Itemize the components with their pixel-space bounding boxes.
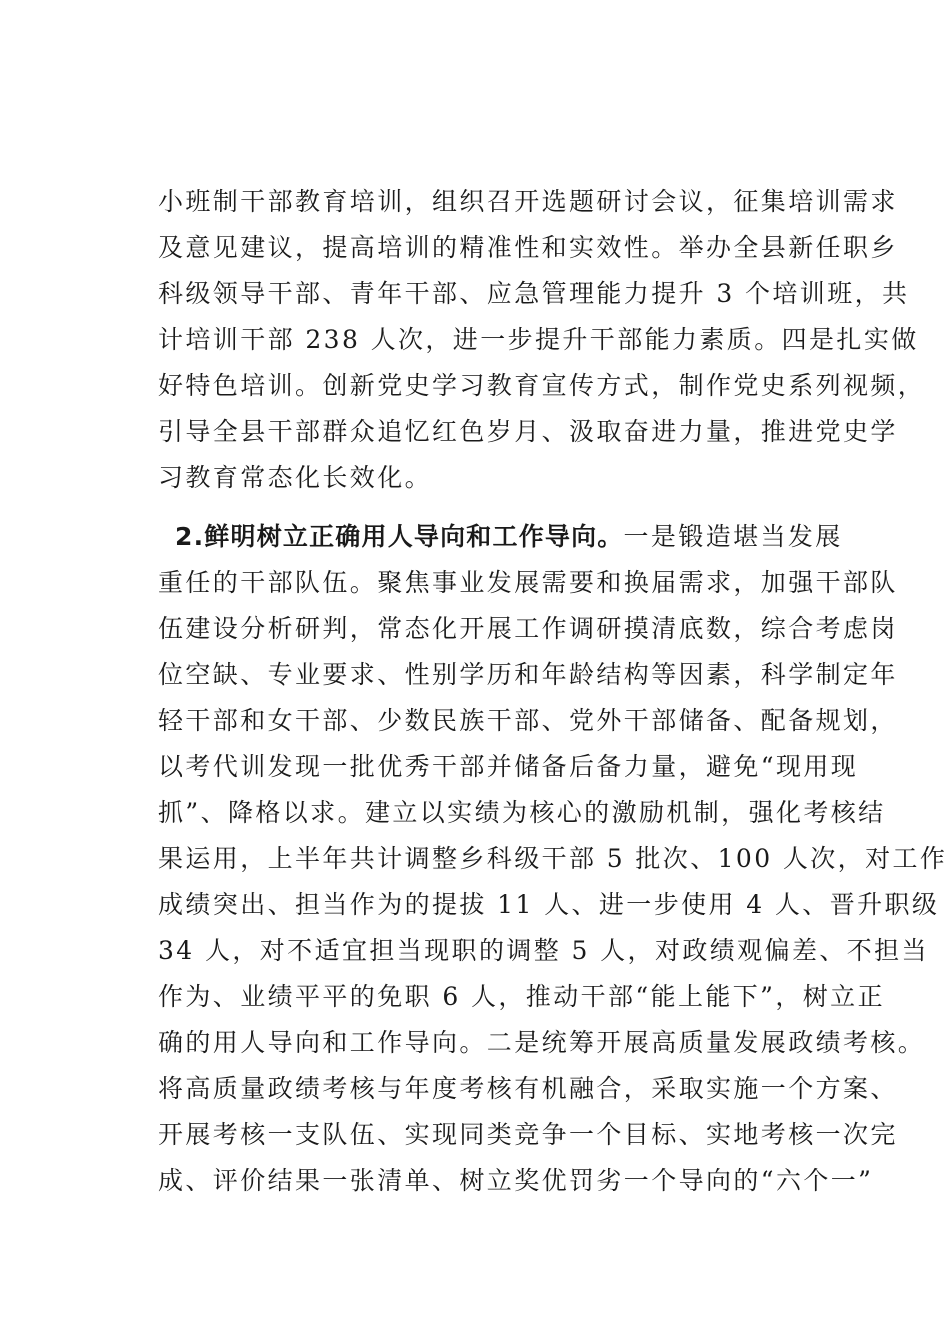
section-heading: 2.鲜明树立正确用人导向和工作导向。 <box>175 522 624 551</box>
paragraph-2-line-2: 重任的干部队伍。聚焦事业发展需要和换届需求，加强干部队 <box>158 568 898 597</box>
paragraph-2-line-4: 位空缺、专业要求、性别学历和年龄结构等因素，科学制定年 <box>158 660 898 689</box>
paragraph-1-line-7: 习教育常态化长效化。 <box>158 463 433 492</box>
paragraph-2-line-5: 轻干部和女干部、少数民族干部、党外干部储备、配备规划， <box>158 706 898 735</box>
paragraph-2-line-12: 确的用人导向和工作导向。二是统筹开展高质量发展政绩考核。 <box>158 1028 926 1057</box>
paragraph-1-line-6: 引导全县干部群众追忆红色岁月、汲取奋进力量，推进党史学 <box>158 417 898 446</box>
paragraph-2-line-13: 将高质量政绩考核与年度考核有机融合，采取实施一个方案、 <box>158 1074 898 1103</box>
paragraph-2-line-1-text: 一是锻造堪当发展 <box>623 522 843 551</box>
paragraph-2-line-15: 成、评价结果一张清单、树立奖优罚劣一个导向的“六个一” <box>158 1166 874 1195</box>
paragraph-2-line-10: 34 人，对不适宜担当现职的调整 5 人，对政绩观偏差、不担当 <box>158 936 929 965</box>
paragraph-1-line-2: 及意见建议，提高培训的精准性和实效性。举办全县新任职乡 <box>158 233 898 262</box>
paragraph-2-line-3: 伍建设分析研判，常态化开展工作调研摸清底数，综合考虑岗 <box>158 614 898 643</box>
paragraph-2-line-14: 开展考核一支队伍、实现同类竞争一个目标、实地考核一次完 <box>158 1120 898 1149</box>
paragraph-2-line-1 <box>175 520 843 553</box>
paragraph-2-line-7: 抓”、降格以求。建立以实绩为核心的激励机制，强化考核结 <box>158 798 886 827</box>
paragraph-2-line-11: 作为、业绩平平的免职 6 人，推动干部“能上能下”，树立正 <box>158 982 885 1011</box>
paragraph-2-line-9: 成绩突出、担当作为的提拔 11 人、进一步使用 4 人、晋升职级 <box>158 890 940 919</box>
paragraph-2-line-6: 以考代训发现一批优秀干部并储备后备力量，避免“现用现 <box>158 752 859 781</box>
paragraph-1-line-3: 科级领导干部、青年干部、应急管理能力提升 3 个培训班，共 <box>158 279 910 308</box>
paragraph-1-line-1: 小班制干部教育培训，组织召开选题研讨会议，征集培训需求 <box>158 187 898 216</box>
paragraph-1-line-4: 计培训干部 238 人次，进一步提升干部能力素质。四是扎实做 <box>158 325 919 354</box>
paragraph-2-line-8: 果运用，上半年共计调整乡科级干部 5 批次、100 人次，对工作 <box>158 844 948 873</box>
paragraph-1-line-5: 好特色培训。创新党史学习教育宣传方式，制作党史系列视频， <box>158 371 926 400</box>
